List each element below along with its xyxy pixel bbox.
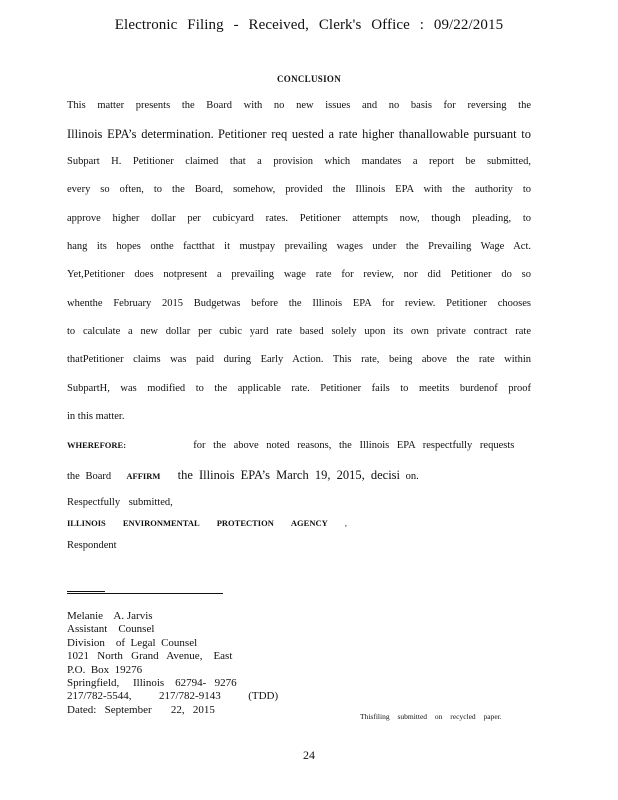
- agency-word: AGENCY: [290, 518, 328, 528]
- agency-name: [67, 518, 347, 528]
- body-line: Yet,Petitioner does notpresent a prevailing wage rate for review, nor did Petitioner do so: [67, 269, 531, 280]
- agency-word: PROTECTION: [216, 518, 274, 528]
- body-line: every so often, to the Board, somehow, provided the Illinois EPA with the authority to: [67, 184, 531, 195]
- signature-line-text: Assistant Counsel: [67, 623, 155, 636]
- signature-line-text: P.O. Box 19276: [67, 663, 143, 676]
- body-line: This matter presents the Board with no new issues and no basis for reversing the: [67, 100, 531, 111]
- body-line: whenthe February 2015 Budgetwas before the Illinois EPA for review. Petitioner chooses: [67, 298, 531, 309]
- body-line: Subpart H. Petitioner claimed that a provision which mandates a report be submitted,: [67, 156, 531, 167]
- agency-word: ENVIRONMENTAL: [122, 518, 200, 528]
- wherefore-label: WHEREFORE:: [67, 440, 127, 450]
- affirm-after: the Illinois EPA’s March 19, 2015, decisi: [177, 468, 401, 482]
- signature-line: [67, 593, 223, 594]
- signature-line-text: Melanie A. Jarvis: [67, 610, 153, 622]
- recycled-paper-note: Thisfiling submitted on recycled paper.: [360, 712, 502, 721]
- signature-line-text: Division of Legal Counsel: [67, 636, 198, 649]
- body-line: approve higher dollar per cubicyard rates. Petitioner attempts now, though pleading, to: [67, 213, 531, 224]
- body-line: in this matter.: [67, 411, 125, 422]
- body-line: SubpartH, was modified to the applicable rate. Petitioner fails to meetits burdenof proof: [67, 383, 531, 394]
- signature-line-text: Dated: September 22, 2015: [67, 703, 215, 716]
- filing-header: Electronic Filing - Received, Clerk's Office : 09/22/2015: [114, 17, 504, 33]
- signature-line-text: 217/782-5544, 217/782-9143 (TDD): [67, 690, 279, 703]
- agency-word: ILLINOIS: [67, 518, 106, 528]
- body-line-prefix: Illinois EPA’s determination.: [67, 127, 214, 141]
- body-line: thatPetitioner claims was paid during Early Action. This rate, being above the rate within: [67, 354, 531, 365]
- signature-line-text: 1021 North Grand Avenue, East: [67, 650, 233, 663]
- wherefore-line: [67, 440, 531, 451]
- body-line: hang its hopes onthe factthat it mustpay prevailing wages under the Prevailing Wage Act.: [67, 241, 531, 252]
- wherefore-text: for the above noted reasons, the Illinois EPA respectfully requests: [193, 440, 515, 451]
- page-number: 24: [303, 748, 315, 762]
- respondent: Respondent: [67, 540, 117, 551]
- affirm-before: the Board: [67, 471, 112, 482]
- signature-block: [67, 610, 278, 717]
- signature-line-short: [67, 591, 105, 592]
- body-line: [67, 127, 531, 142]
- agency-word: ,: [344, 518, 347, 528]
- affirm-word: AFFIRM: [126, 471, 161, 481]
- affirm-line: [67, 468, 419, 483]
- affirm-end: on.: [405, 471, 419, 482]
- section-heading: CONCLUSION: [276, 74, 341, 84]
- closing: Respectfully submitted,: [67, 497, 173, 508]
- body-line-rest: Petitioner req uested a rate higher thanallowable pursuant to: [217, 127, 532, 141]
- body-line: to calculate a new dollar per cubic yard rate based solely upon its own private contract rate: [67, 326, 531, 337]
- signature-line-text: Springfield, Illinois 62794- 9276: [67, 677, 237, 690]
